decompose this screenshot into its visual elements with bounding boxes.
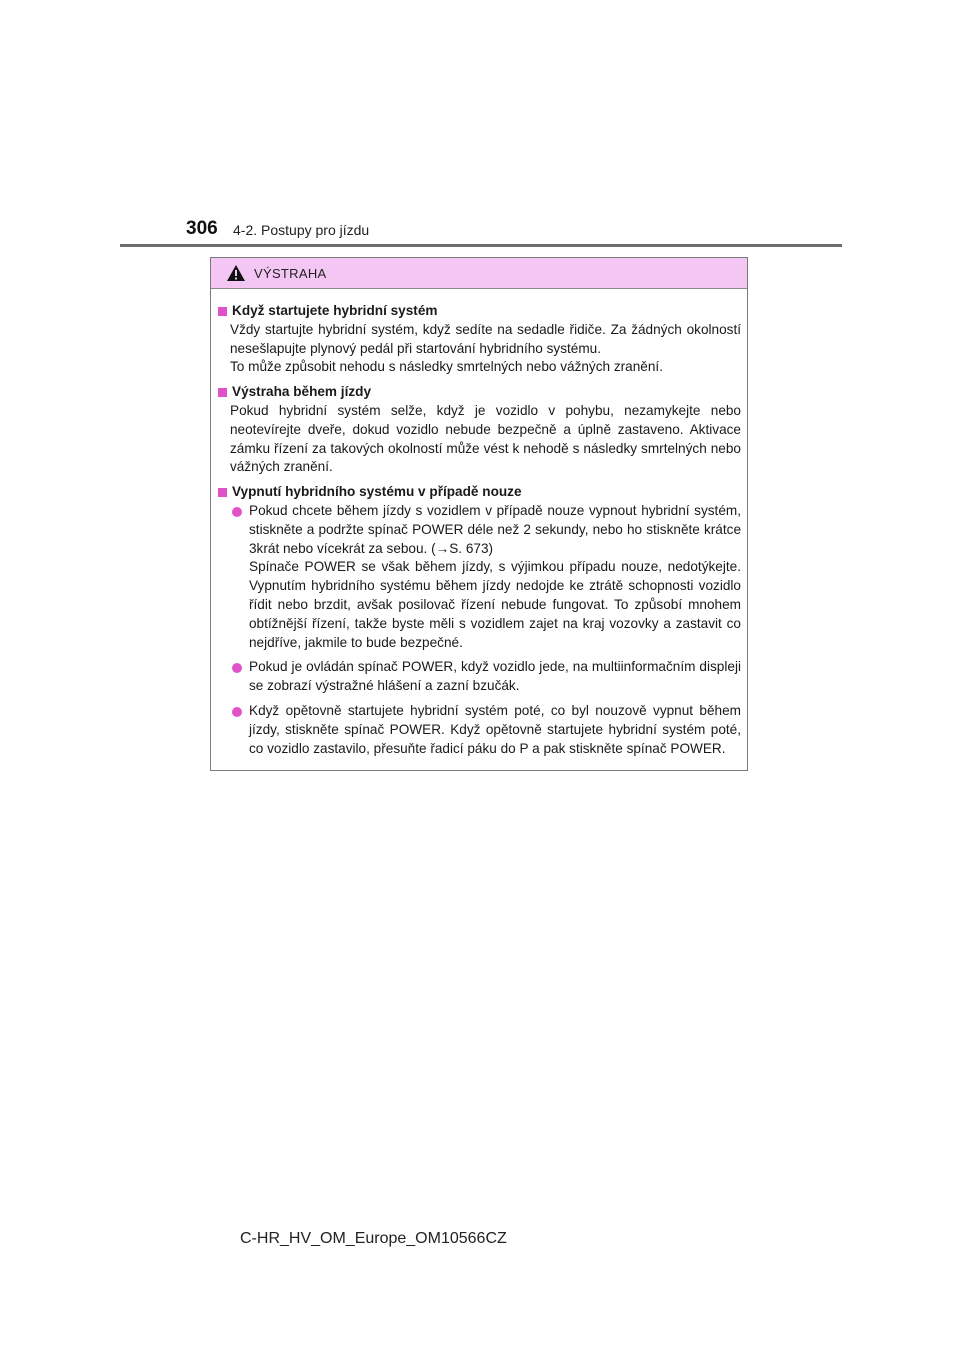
section-emergency <box>218 483 741 758</box>
square-bullet-icon <box>218 488 227 497</box>
warning-triangle-icon <box>226 264 246 282</box>
section-title-text: Výstraha během jízdy <box>232 384 372 400</box>
list-item-text: Pokud chcete během jízdy s vozidlem v případě nouze vypnout hybridní systém, stiskněte a podržte spínač POWER déle než 2 sekundy, nebo ho stiskněte krátce 3krát nebo vícekrát za sebou. (→S. 673) <box>249 502 741 556</box>
list-item-text: Když opětovně startujete hybridní systém poté, co byl nouzově vypnut během jízdy, stiskněte spínač POWER. Když opětovně startujete hybridní systém poté, co vozidlo zastavilo, přesuňte řadicí páku do P a pak stiskněte spínač POWER. <box>249 702 741 756</box>
page-number: 306 <box>186 218 218 239</box>
section-title-text: Vypnutí hybridního systému v případě nouze <box>232 484 522 500</box>
warning-box <box>210 257 748 771</box>
warning-body <box>211 289 747 758</box>
square-bullet-icon <box>218 388 227 397</box>
section-paragraph <box>218 321 741 377</box>
round-bullet-icon <box>232 707 242 717</box>
round-bullet-icon <box>232 663 242 673</box>
header-rule <box>120 244 842 247</box>
section-heading <box>218 302 741 321</box>
list-item <box>218 502 741 652</box>
section-heading <box>218 483 741 502</box>
list-item-text: Spínače POWER se však během jízdy, s výjimkou případu nouze, nedotýkejte. Vypnutím hybridního systému během jízdy nedojde ke ztrátě schopnosti vozidlo řídit nebo brzdit, avšak posilovač řízení nebude fungovat. To způsobí mnohem obtížnější řízení, takže byste měli s vozidlem zajet na kraj vozovky a zastavit co nejdříve, jakmile to bude bezpečné. <box>249 559 741 650</box>
paragraph-text: Vždy startujte hybridní systém, když sedíte na sedadle řidiče. Za žádných okolností nesešlapujte plynový pedál při startování hybridního systému. <box>230 321 741 356</box>
footer-code: C-HR_HV_OM_Europe_OM10566CZ <box>240 1230 507 1247</box>
section-driving <box>218 383 741 477</box>
warning-label: VÝSTRAHA <box>254 265 327 281</box>
list-item-text: Pokud je ovládán spínač POWER, když vozidlo jede, na multiinformačním displeji se zobrazí výstražné hlášení a zazní bzučák. <box>249 659 741 694</box>
round-bullet-icon <box>232 507 242 517</box>
paragraph-text: Pokud hybridní systém selže, když je vozidlo v pohybu, nezamykejte nebo neotevírejte dveře, dokud vozidlo nebude bezpečně a úplně zastaveno. Aktivace zámku řízení za takových okolností může vést k nehodě s následky smrtelných nebo vážných zranění. <box>230 402 741 475</box>
section-title-text: Když startujete hybridní systém <box>232 303 438 318</box>
section-starting <box>218 302 741 377</box>
warning-header <box>211 258 747 289</box>
paragraph-text: To může způsobit nehodu s následky smrtelných nebo vážných zranění. <box>230 359 663 375</box>
section-heading <box>218 383 741 402</box>
square-bullet-icon <box>218 307 227 316</box>
section-title: 4-2. Postupy pro jízdu <box>233 222 370 238</box>
list-item <box>218 658 741 696</box>
section-paragraph <box>218 402 741 477</box>
list-item <box>218 702 741 758</box>
